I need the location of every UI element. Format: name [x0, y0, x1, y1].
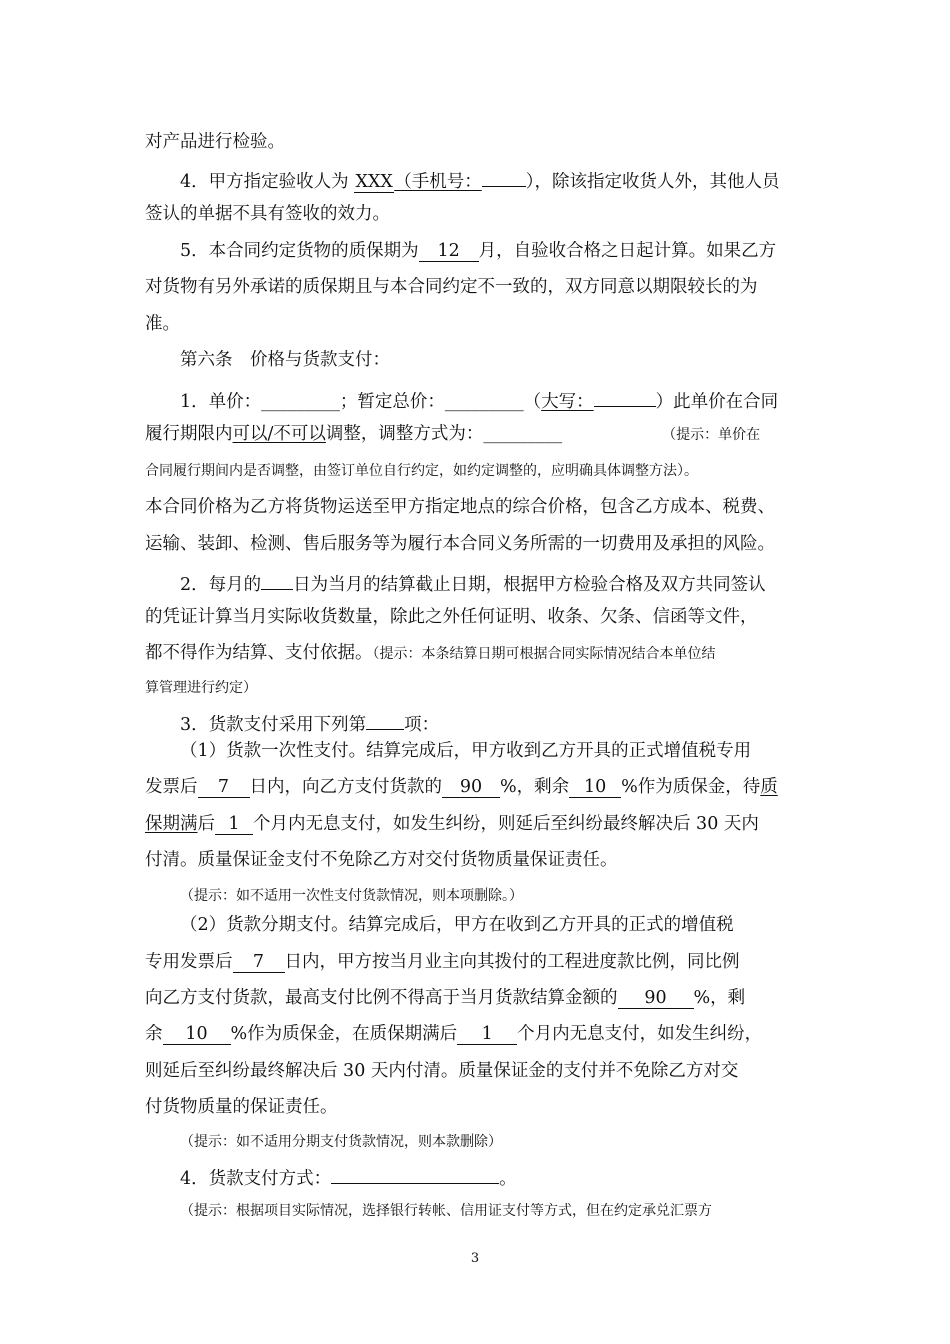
payment-method-blank	[331, 1163, 499, 1184]
text: 5．本合同约定货物的质保期为	[180, 241, 419, 261]
hint-line	[0, 1131, 950, 1153]
text: 发票后	[145, 777, 198, 797]
hint-line	[0, 460, 950, 482]
payment-percent-blank: 90	[618, 988, 694, 1009]
option-1-line	[0, 740, 950, 762]
clause-4-line	[0, 166, 950, 193]
hint-text: （提示：根据项目实际情况，选择银行转帐、信用证支付等方式，但在约定承兑汇票方	[180, 1203, 712, 1219]
text: ；暂定总价：	[339, 392, 445, 412]
clause-5-line	[0, 240, 950, 262]
text: 则延后至纠纷最终解决后 30 天内付清。质量保证金的支付并不免除乙方对交	[145, 1061, 739, 1081]
option-2-line	[0, 1096, 950, 1118]
warranty-months-blank: 12	[419, 241, 479, 262]
option-1-line	[0, 776, 950, 798]
price-adjust-line	[0, 423, 950, 446]
text: 都不得作为结算、支付依据。	[145, 643, 373, 663]
text: 履行期限内	[145, 424, 233, 444]
hint-text: （提示：如不适用一次性支付货款情况，则本项删除。）	[180, 888, 523, 904]
capital-amount-label: 大写：	[541, 392, 594, 412]
paragraph-line	[0, 533, 950, 555]
hint-line	[0, 885, 950, 907]
capital-amount-blank	[594, 386, 656, 407]
text: ）此单价在合同	[655, 392, 779, 412]
hint-text: （提示：本条结算日期可根据合同实际情况结合本单位结	[372, 646, 716, 662]
text: 4．甲方指定验收人为	[180, 172, 355, 192]
paragraph-line	[0, 606, 950, 628]
text: 余	[145, 1024, 163, 1044]
article-6-heading	[0, 349, 950, 371]
text: 个月内无息支付，如发生纠纷，	[517, 1024, 763, 1044]
retention-percent-blank: 10	[569, 777, 621, 798]
text: %作为质保金，在质保期满后	[230, 1024, 458, 1044]
text: （1）货款一次性支付。结算完成后，甲方收到乙方开具的正式增值税专用	[180, 741, 752, 761]
text: 4．货款支付方式：	[180, 1169, 332, 1189]
hint-text: （提示：单价在	[662, 427, 761, 443]
hint-line	[0, 1200, 950, 1222]
text: 。	[499, 1169, 517, 1189]
text: 运输、装卸、检测、售后服务等为履行本合同义务所需的一切费用及承担的风险。	[145, 534, 775, 554]
text: 个月内无息支付，如发生纠纷，则延后至纠纷最终解决后 30 天内	[253, 814, 759, 834]
paragraph-line	[0, 496, 950, 518]
price-line	[0, 386, 950, 413]
payment-percent-blank: 90	[442, 777, 500, 798]
text: （	[523, 392, 542, 412]
text: 保期满	[145, 814, 198, 834]
invoice-days-blank: 7	[233, 952, 285, 973]
hint-text: 合同履行期间内是否调整，由签订单位自行约定，如约定调整的，应明确具体调整方法）。	[145, 463, 698, 479]
paragraph-line	[0, 642, 950, 665]
paragraph-line	[0, 203, 950, 225]
text: 项：	[404, 715, 440, 735]
paragraph-line	[0, 276, 950, 298]
option-2-line	[0, 1023, 950, 1045]
adjust-option: 可以/不可以	[232, 424, 326, 444]
text: 2．每月的	[180, 575, 262, 595]
text: 日内，向乙方支付货款的	[249, 777, 442, 797]
phone-label: （手机号：	[394, 172, 482, 192]
text: 3．货款支付采用下列第	[180, 715, 367, 735]
text: 后	[197, 814, 215, 834]
text: 付货物质量的保证责任。	[145, 1097, 338, 1117]
paragraph-line	[0, 313, 950, 335]
text: %作为质保金，待	[621, 777, 761, 797]
text: 向乙方支付货款，最高支付比例不得高于当月货款结算金额的	[145, 988, 618, 1008]
settlement-line	[0, 569, 950, 596]
hint-text: 算管理进行约定）	[145, 680, 257, 696]
retention-percent-blank: 10	[163, 1024, 231, 1045]
phone-blank	[482, 166, 526, 187]
total-price-blank: _________	[444, 392, 524, 412]
option-2-line	[0, 987, 950, 1009]
hint-text: （提示：如不适用分期支付货款情况，则本款删除）	[180, 1134, 502, 1150]
page-number: 3	[470, 1251, 480, 1266]
text: ），除该指定收货人外，其他人员	[525, 172, 780, 192]
text: 的凭证计算当月实际收货数量，除此之外任何证明、收条、欠条、信函等文件，	[145, 607, 758, 627]
hint-line	[0, 677, 950, 699]
option-1-line	[0, 849, 950, 871]
option-2-line	[0, 914, 950, 936]
text: 对产品进行检验。	[145, 132, 285, 152]
text: 日为当月的结算截止日期，根据甲方检验合格及双方共同签认	[293, 575, 766, 595]
payment-option-blank	[366, 709, 404, 730]
text: %，剩	[693, 988, 746, 1008]
text: 付清。质量保证金支付不免除乙方对交付货物质量保证责任。	[145, 850, 618, 870]
unit-price-blank: _________	[261, 392, 340, 412]
text: 调整，调整方式为：	[325, 424, 484, 444]
text: 月，自验收合格之日起计算。如果乙方	[478, 241, 777, 261]
option-2-line	[0, 951, 950, 973]
text: 准。	[145, 314, 180, 334]
option-2-line	[0, 1060, 950, 1082]
text: 质	[760, 777, 778, 797]
paragraph-line	[0, 131, 950, 153]
text: （2）货款分期支付。结算完成后，甲方在收到乙方开具的正式的增值税	[180, 915, 734, 935]
heading-text: 第六条 价格与货款支付：	[180, 350, 390, 370]
retention-months-blank: 1	[457, 1024, 517, 1045]
retention-months-blank: 1	[215, 814, 253, 835]
text: 日内，甲方按当月业主向其拨付的工程进度款比例，同比例	[284, 952, 740, 972]
payment-option-line	[0, 709, 950, 736]
settlement-day-blank	[261, 569, 293, 590]
text: 对货物有另外承诺的质保期且与本合同约定不一致的，双方同意以期限较长的为	[145, 277, 758, 297]
text: 签认的单据不具有签收的效力。	[145, 204, 390, 224]
adjust-method-blank: _________	[483, 424, 563, 444]
text: 本合同价格为乙方将货物运送至甲方指定地点的综合价格，包含乙方成本、税费、	[145, 497, 775, 517]
payment-method-line	[0, 1163, 950, 1190]
text: 专用发票后	[145, 952, 233, 972]
invoice-days-blank: 7	[198, 777, 250, 798]
text: %，剩余	[500, 777, 570, 797]
text: 1．单价：	[180, 392, 262, 412]
inspector-name-blank: XXX	[355, 172, 393, 192]
option-1-line	[0, 813, 950, 835]
